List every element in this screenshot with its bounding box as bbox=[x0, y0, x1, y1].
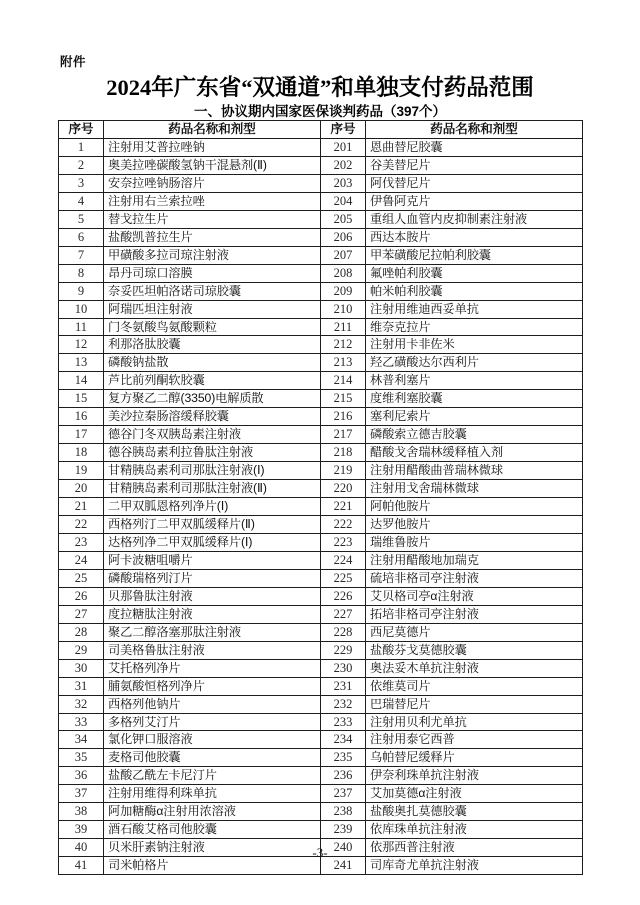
cell-name-left: 二甲双胍恩格列净片(Ⅰ) bbox=[104, 498, 321, 516]
cell-name-left: 德谷门冬双胰岛素注射液 bbox=[104, 426, 321, 444]
table-row bbox=[59, 641, 583, 659]
cell-seq-right: 202 bbox=[321, 156, 366, 174]
cell-seq-left: 35 bbox=[59, 749, 104, 767]
cell-name-right: 注射用维迪西妥单抗 bbox=[366, 300, 583, 318]
table-row bbox=[59, 659, 583, 677]
cell-name-left: 贝那鲁肽注射液 bbox=[104, 587, 321, 605]
cell-seq-right: 207 bbox=[321, 246, 366, 264]
cell-name-right: 依库珠单抗注射液 bbox=[366, 821, 583, 839]
table-row bbox=[59, 192, 583, 210]
cell-name-right: 硫培非格司亭注射液 bbox=[366, 569, 583, 587]
cell-seq-right: 232 bbox=[321, 695, 366, 713]
cell-seq-left: 7 bbox=[59, 246, 104, 264]
table-row bbox=[59, 246, 583, 264]
table-row bbox=[59, 390, 583, 408]
cell-name-left: 替戈拉生片 bbox=[104, 210, 321, 228]
cell-seq-left: 19 bbox=[59, 462, 104, 480]
cell-name-right: 奥法妥木单抗注射液 bbox=[366, 659, 583, 677]
cell-name-right: 伊鲁阿克片 bbox=[366, 192, 583, 210]
cell-seq-left: 16 bbox=[59, 408, 104, 426]
cell-name-left: 麦格司他胶囊 bbox=[104, 749, 321, 767]
cell-seq-left: 29 bbox=[59, 641, 104, 659]
cell-seq-right: 235 bbox=[321, 749, 366, 767]
table-row bbox=[59, 462, 583, 480]
cell-seq-right: 218 bbox=[321, 444, 366, 462]
cell-seq-right: 238 bbox=[321, 803, 366, 821]
cell-name-left: 脯氨酸恒格列净片 bbox=[104, 677, 321, 695]
attachment-label: 附件 bbox=[60, 55, 87, 69]
cell-name-right: 重组人血管内皮抑制素注射液 bbox=[366, 210, 583, 228]
cell-seq-left: 8 bbox=[59, 264, 104, 282]
table-header bbox=[59, 121, 583, 139]
cell-seq-right: 219 bbox=[321, 462, 366, 480]
cell-seq-left: 17 bbox=[59, 426, 104, 444]
cell-seq-right: 223 bbox=[321, 533, 366, 551]
cell-seq-left: 12 bbox=[59, 336, 104, 354]
table-row bbox=[59, 336, 583, 354]
cell-seq-left: 40 bbox=[59, 839, 104, 857]
cell-seq-right: 203 bbox=[321, 174, 366, 192]
cell-name-left: 盐酸凯普拉生片 bbox=[104, 228, 321, 246]
cell-seq-right: 221 bbox=[321, 498, 366, 516]
cell-name-left: 德谷胰岛素利拉鲁肽注射液 bbox=[104, 444, 321, 462]
cell-name-left: 磷酸钠盐散 bbox=[104, 354, 321, 372]
cell-name-left: 多格列艾汀片 bbox=[104, 713, 321, 731]
table-row bbox=[59, 300, 583, 318]
cell-name-right: 瑞维鲁胺片 bbox=[366, 533, 583, 551]
cell-name-right: 注射用贝利尤单抗 bbox=[366, 713, 583, 731]
cell-name-left: 注射用右兰索拉唑 bbox=[104, 192, 321, 210]
cell-seq-left: 37 bbox=[59, 785, 104, 803]
cell-name-left: 西格列他钠片 bbox=[104, 695, 321, 713]
table-row bbox=[59, 228, 583, 246]
cell-seq-right: 215 bbox=[321, 390, 366, 408]
page-number: -3- bbox=[312, 845, 328, 860]
cell-seq-left: 28 bbox=[59, 623, 104, 641]
cell-seq-left: 41 bbox=[59, 857, 104, 875]
table-row bbox=[59, 749, 583, 767]
cell-name-left: 注射用艾普拉唑钠 bbox=[104, 139, 321, 157]
cell-seq-right: 209 bbox=[321, 282, 366, 300]
cell-seq-right: 214 bbox=[321, 372, 366, 390]
cell-seq-left: 25 bbox=[59, 569, 104, 587]
cell-name-right: 塞利尼索片 bbox=[366, 408, 583, 426]
cell-seq-right: 230 bbox=[321, 659, 366, 677]
cell-seq-right: 212 bbox=[321, 336, 366, 354]
cell-name-left: 昂丹司琼口溶膜 bbox=[104, 264, 321, 282]
table-row bbox=[59, 498, 583, 516]
cell-name-right: 伊奈利珠单抗注射液 bbox=[366, 767, 583, 785]
cell-seq-left: 31 bbox=[59, 677, 104, 695]
cell-name-right: 达罗他胺片 bbox=[366, 516, 583, 534]
cell-seq-left: 18 bbox=[59, 444, 104, 462]
table-row bbox=[59, 264, 583, 282]
cell-seq-right: 231 bbox=[321, 677, 366, 695]
cell-name-right: 甲苯磺酸尼拉帕利胶囊 bbox=[366, 246, 583, 264]
cell-seq-left: 36 bbox=[59, 767, 104, 785]
cell-name-right: 维奈克拉片 bbox=[366, 318, 583, 336]
cell-name-left: 美沙拉秦肠溶缓释胶囊 bbox=[104, 408, 321, 426]
cell-name-left: 司美格鲁肽注射液 bbox=[104, 641, 321, 659]
cell-seq-right: 227 bbox=[321, 605, 366, 623]
cell-name-left: 奥美拉唑碳酸氢钠干混悬剂(Ⅱ) bbox=[104, 156, 321, 174]
cell-name-left: 氯化钾口服溶液 bbox=[104, 731, 321, 749]
cell-name-left: 阿加糖酶α注射用浓溶液 bbox=[104, 803, 321, 821]
cell-name-right: 谷美替尼片 bbox=[366, 156, 583, 174]
table-row bbox=[59, 551, 583, 569]
cell-name-left: 阿瑞匹坦注射液 bbox=[104, 300, 321, 318]
table-row bbox=[59, 139, 583, 157]
cell-name-left: 注射用维得利珠单抗 bbox=[104, 785, 321, 803]
cell-seq-right: 217 bbox=[321, 426, 366, 444]
cell-seq-right: 226 bbox=[321, 587, 366, 605]
cell-seq-left: 15 bbox=[59, 390, 104, 408]
cell-name-right: 乌帕替尼缓释片 bbox=[366, 749, 583, 767]
table-body bbox=[59, 139, 583, 875]
cell-seq-left: 6 bbox=[59, 228, 104, 246]
cell-name-right: 阿伐替尼片 bbox=[366, 174, 583, 192]
cell-seq-left: 30 bbox=[59, 659, 104, 677]
cell-name-right: 西达本胺片 bbox=[366, 228, 583, 246]
cell-name-right: 盐酸芬戈莫德胶囊 bbox=[366, 641, 583, 659]
cell-name-left: 安奈拉唑钠肠溶片 bbox=[104, 174, 321, 192]
cell-seq-right: 210 bbox=[321, 300, 366, 318]
cell-seq-right: 228 bbox=[321, 623, 366, 641]
cell-seq-right: 229 bbox=[321, 641, 366, 659]
cell-seq-left: 4 bbox=[59, 192, 104, 210]
cell-name-right: 巴瑞替尼片 bbox=[366, 695, 583, 713]
cell-name-right: 注射用卡非佐米 bbox=[366, 336, 583, 354]
cell-name-right: 帕米帕利胶囊 bbox=[366, 282, 583, 300]
cell-name-left: 贝米肝素钠注射液 bbox=[104, 839, 321, 857]
cell-seq-left: 22 bbox=[59, 516, 104, 534]
cell-name-right: 氟唑帕利胶囊 bbox=[366, 264, 583, 282]
cell-name-left: 甘精胰岛素利司那肽注射液(Ⅰ) bbox=[104, 462, 321, 480]
table-row bbox=[59, 444, 583, 462]
cell-name-left: 司米帕格片 bbox=[104, 857, 321, 875]
cell-name-right: 度维利塞胶囊 bbox=[366, 390, 583, 408]
cell-seq-left: 27 bbox=[59, 605, 104, 623]
table-row bbox=[59, 713, 583, 731]
table-row bbox=[59, 785, 583, 803]
cell-seq-right: 220 bbox=[321, 480, 366, 498]
table-row bbox=[59, 623, 583, 641]
cell-name-right: 注射用醋酸地加瑞克 bbox=[366, 551, 583, 569]
cell-name-right: 醋酸戈舍瑞林缓释植入剂 bbox=[366, 444, 583, 462]
cell-name-right: 依维莫司片 bbox=[366, 677, 583, 695]
cell-name-left: 西格列汀二甲双胍缓释片(Ⅱ) bbox=[104, 516, 321, 534]
cell-seq-left: 5 bbox=[59, 210, 104, 228]
cell-name-right: 拓培非格司亭注射液 bbox=[366, 605, 583, 623]
cell-name-left: 复方聚乙二醇(3350)电解质散 bbox=[104, 390, 321, 408]
table-row bbox=[59, 480, 583, 498]
cell-name-right: 恩曲替尼胶囊 bbox=[366, 139, 583, 157]
table-row bbox=[59, 174, 583, 192]
cell-name-right: 艾贝格司亭α注射液 bbox=[366, 587, 583, 605]
cell-seq-right: 237 bbox=[321, 785, 366, 803]
table-row bbox=[59, 731, 583, 749]
cell-seq-left: 10 bbox=[59, 300, 104, 318]
cell-name-right: 注射用醋酸曲普瑞林微球 bbox=[366, 462, 583, 480]
table-row bbox=[59, 821, 583, 839]
cell-name-right: 盐酸奥扎莫德胶囊 bbox=[366, 803, 583, 821]
column-header-seq-right: 序号 bbox=[321, 121, 366, 139]
column-header-name-right: 药品名称和剂型 bbox=[366, 121, 583, 139]
table-row bbox=[59, 156, 583, 174]
cell-seq-left: 38 bbox=[59, 803, 104, 821]
cell-name-right: 依那西普注射液 bbox=[366, 839, 583, 857]
drug-list-table bbox=[58, 120, 583, 875]
table-row bbox=[59, 569, 583, 587]
table-row bbox=[59, 516, 583, 534]
cell-seq-right: 240 bbox=[321, 839, 366, 857]
cell-name-right: 司库奇尤单抗注射液 bbox=[366, 857, 583, 875]
page-title: 2024年广东省“双通道”和单独支付药品范围 bbox=[106, 75, 534, 100]
table-row bbox=[59, 587, 583, 605]
cell-name-left: 聚乙二醇洛塞那肽注射液 bbox=[104, 623, 321, 641]
cell-seq-right: 205 bbox=[321, 210, 366, 228]
cell-seq-right: 233 bbox=[321, 713, 366, 731]
cell-seq-right: 239 bbox=[321, 821, 366, 839]
cell-seq-right: 234 bbox=[321, 731, 366, 749]
cell-seq-left: 24 bbox=[59, 551, 104, 569]
column-header-seq-left: 序号 bbox=[59, 121, 104, 139]
cell-name-right: 注射用戈舍瑞林微球 bbox=[366, 480, 583, 498]
cell-name-left: 度拉糖肽注射液 bbox=[104, 605, 321, 623]
cell-name-right: 磷酸索立德吉胶囊 bbox=[366, 426, 583, 444]
table-header-row bbox=[59, 121, 583, 139]
cell-seq-left: 23 bbox=[59, 533, 104, 551]
cell-name-left: 达格列净二甲双胍缓释片(Ⅰ) bbox=[104, 533, 321, 551]
table-row bbox=[59, 767, 583, 785]
cell-name-right: 注射用泰它西普 bbox=[366, 731, 583, 749]
cell-name-left: 艾托格列净片 bbox=[104, 659, 321, 677]
cell-name-left: 盐酸乙酰左卡尼汀片 bbox=[104, 767, 321, 785]
table-row bbox=[59, 282, 583, 300]
cell-seq-right: 204 bbox=[321, 192, 366, 210]
table-row bbox=[59, 605, 583, 623]
cell-seq-right: 206 bbox=[321, 228, 366, 246]
cell-name-left: 利那洛肽胶囊 bbox=[104, 336, 321, 354]
cell-name-right: 羟乙磺酸达尔西利片 bbox=[366, 354, 583, 372]
cell-seq-right: 225 bbox=[321, 569, 366, 587]
cell-seq-left: 11 bbox=[59, 318, 104, 336]
cell-name-right: 林普利塞片 bbox=[366, 372, 583, 390]
cell-name-right: 西尼莫德片 bbox=[366, 623, 583, 641]
cell-seq-left: 21 bbox=[59, 498, 104, 516]
cell-seq-right: 224 bbox=[321, 551, 366, 569]
drug-list-table-container bbox=[58, 120, 582, 875]
table-row bbox=[59, 677, 583, 695]
table-row bbox=[59, 372, 583, 390]
cell-name-left: 芦比前列酮软胶囊 bbox=[104, 372, 321, 390]
cell-name-right: 艾加莫德α注射液 bbox=[366, 785, 583, 803]
cell-seq-left: 39 bbox=[59, 821, 104, 839]
table-row bbox=[59, 408, 583, 426]
cell-name-left: 阿卡波糖咀嚼片 bbox=[104, 551, 321, 569]
table-row bbox=[59, 354, 583, 372]
cell-seq-left: 3 bbox=[59, 174, 104, 192]
table-row bbox=[59, 533, 583, 551]
cell-name-left: 甘精胰岛素利司那肽注射液(Ⅱ) bbox=[104, 480, 321, 498]
cell-seq-right: 201 bbox=[321, 139, 366, 157]
cell-name-left: 磷酸瑞格列汀片 bbox=[104, 569, 321, 587]
cell-seq-left: 26 bbox=[59, 587, 104, 605]
cell-seq-right: 216 bbox=[321, 408, 366, 426]
table-row bbox=[59, 210, 583, 228]
cell-name-left: 酒石酸艾格司他胶囊 bbox=[104, 821, 321, 839]
cell-seq-left: 20 bbox=[59, 480, 104, 498]
cell-seq-left: 13 bbox=[59, 354, 104, 372]
cell-seq-right: 213 bbox=[321, 354, 366, 372]
cell-name-left: 门冬氨酸鸟氨酸颗粒 bbox=[104, 318, 321, 336]
cell-seq-right: 241 bbox=[321, 857, 366, 875]
column-header-name-left: 药品名称和剂型 bbox=[104, 121, 321, 139]
table-row bbox=[59, 318, 583, 336]
cell-seq-left: 33 bbox=[59, 713, 104, 731]
cell-seq-left: 14 bbox=[59, 372, 104, 390]
cell-name-left: 奈妥匹坦帕洛诺司琼胶囊 bbox=[104, 282, 321, 300]
cell-seq-left: 2 bbox=[59, 156, 104, 174]
cell-seq-left: 34 bbox=[59, 731, 104, 749]
table-row bbox=[59, 426, 583, 444]
cell-name-right: 阿帕他胺片 bbox=[366, 498, 583, 516]
cell-seq-left: 1 bbox=[59, 139, 104, 157]
cell-seq-right: 208 bbox=[321, 264, 366, 282]
table-row bbox=[59, 803, 583, 821]
table-row bbox=[59, 695, 583, 713]
cell-seq-right: 236 bbox=[321, 767, 366, 785]
cell-seq-right: 222 bbox=[321, 516, 366, 534]
cell-seq-right: 211 bbox=[321, 318, 366, 336]
cell-name-left: 甲磺酸多拉司琼注射液 bbox=[104, 246, 321, 264]
page-subtitle: 一、协议期内国家医保谈判药品（397个） bbox=[193, 104, 447, 119]
cell-seq-left: 32 bbox=[59, 695, 104, 713]
cell-seq-left: 9 bbox=[59, 282, 104, 300]
